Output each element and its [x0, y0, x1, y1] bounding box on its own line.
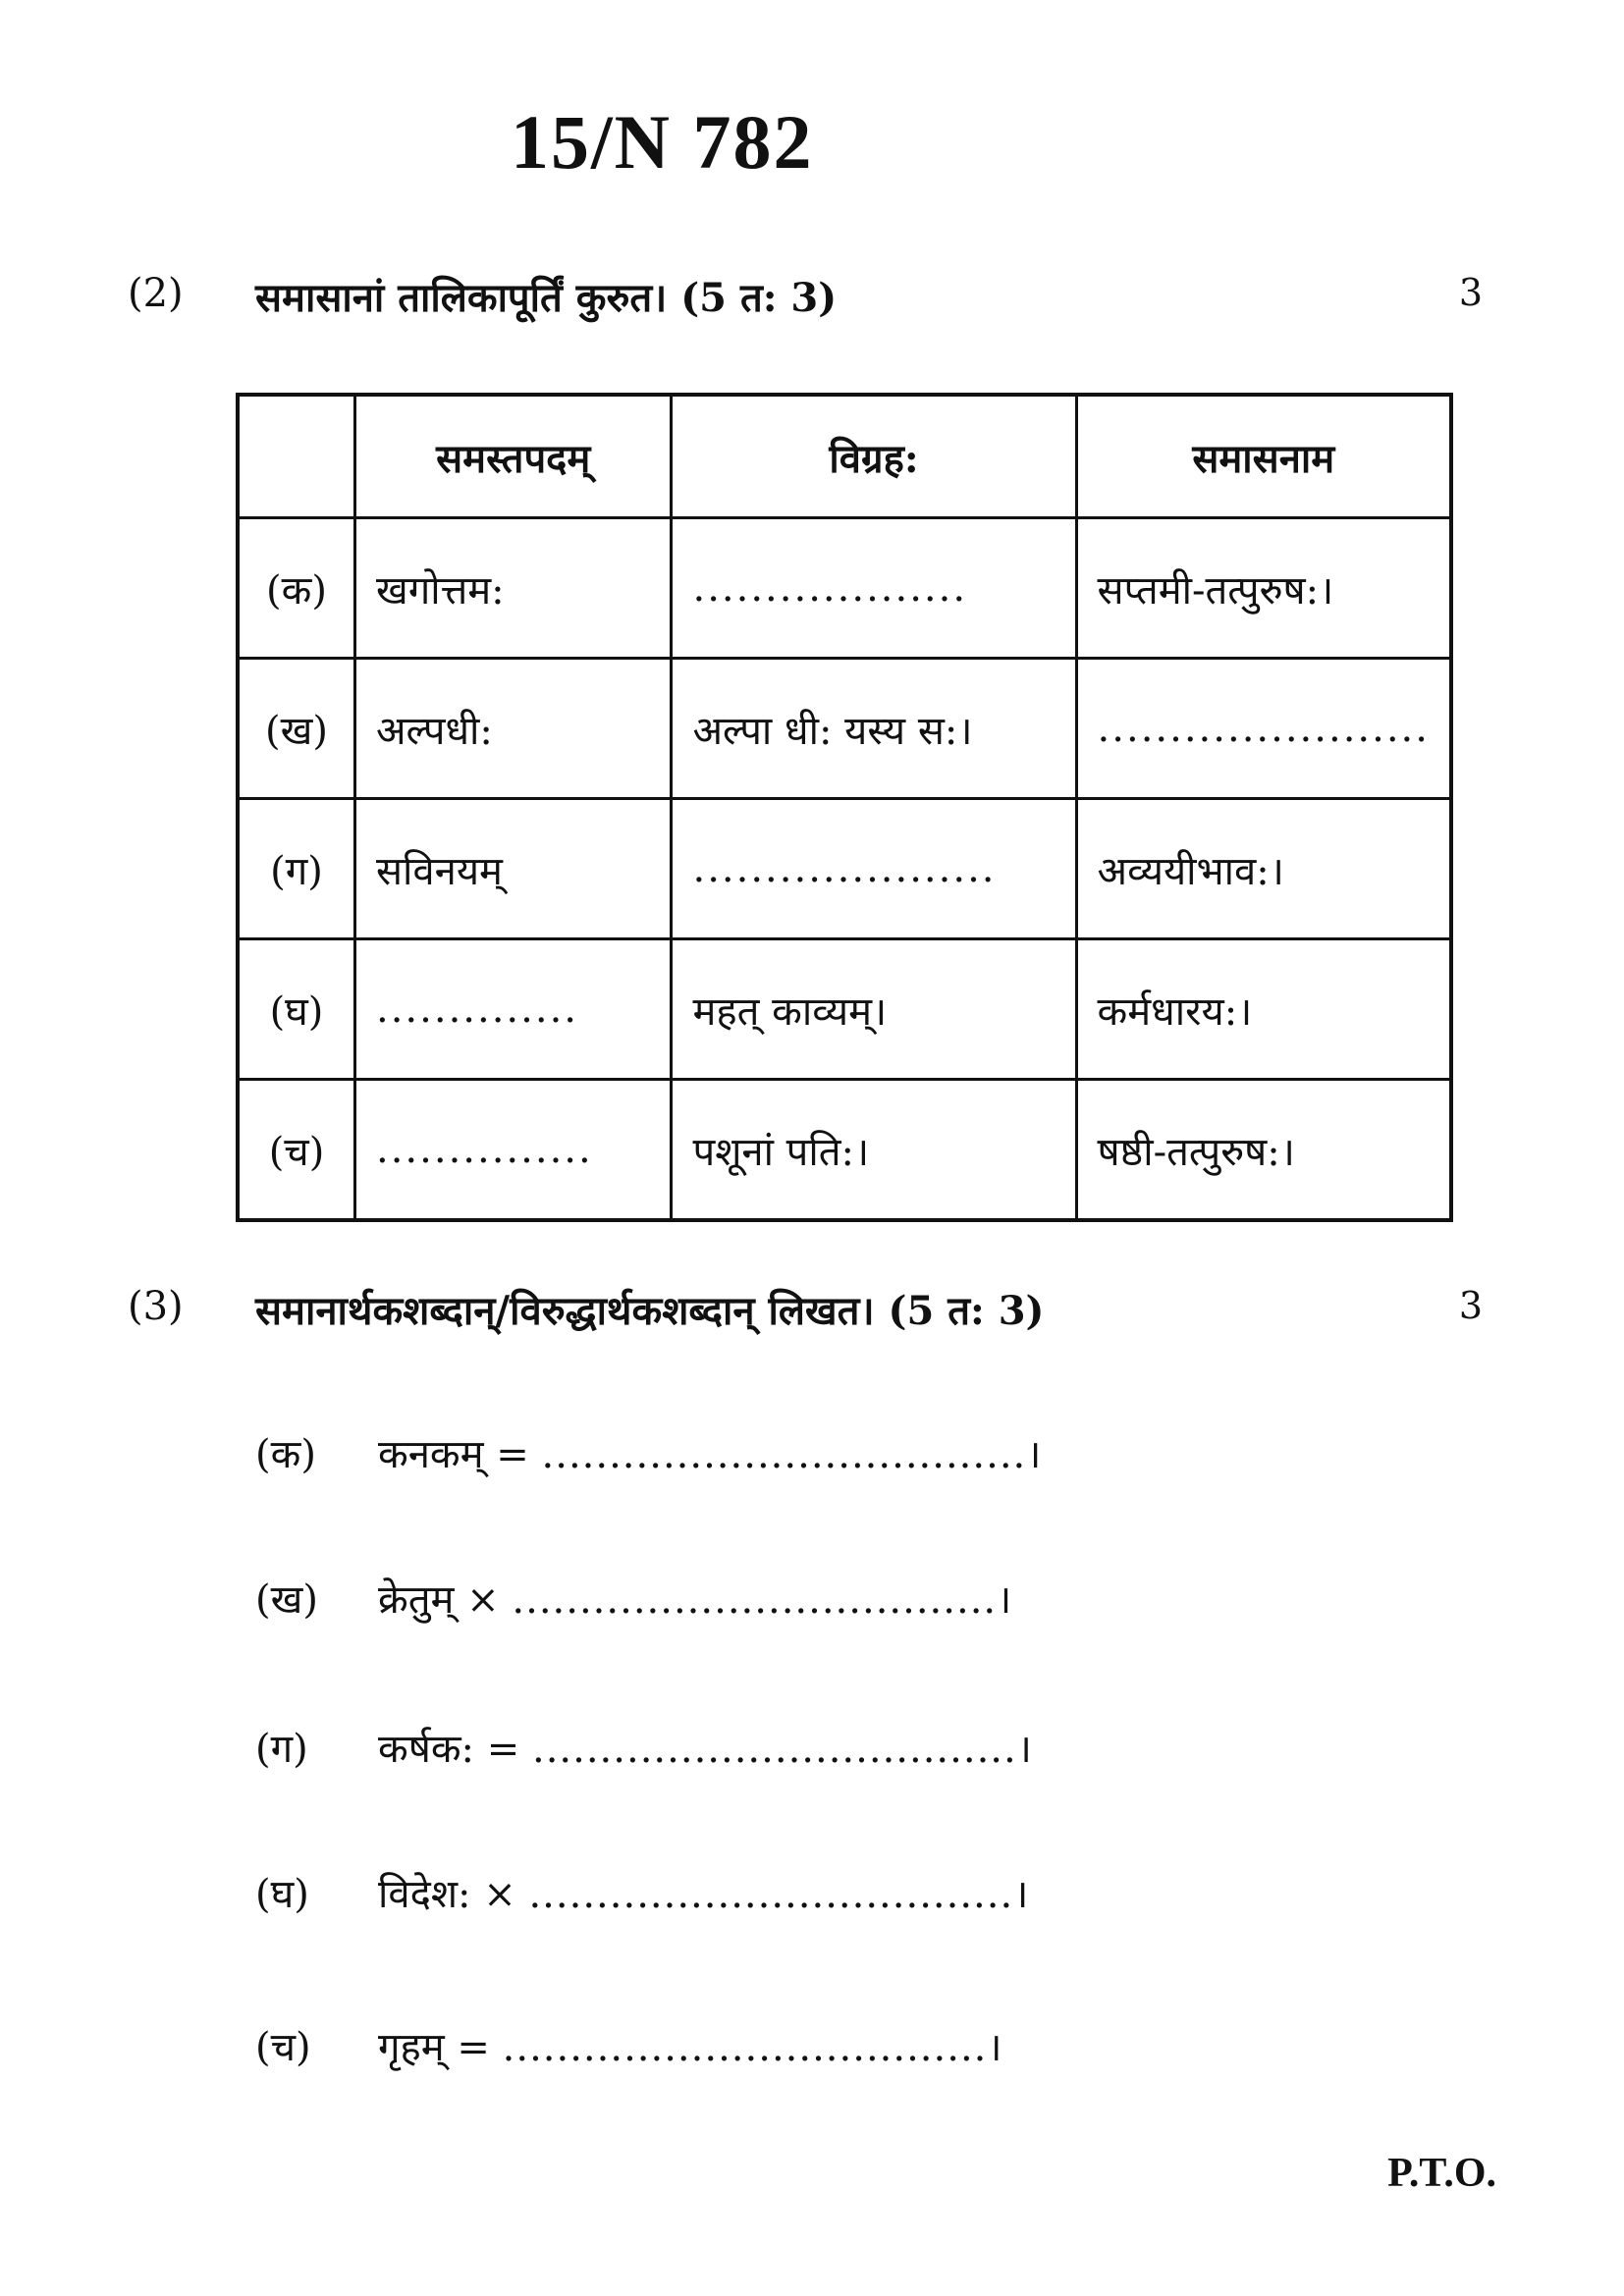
cell-samastapadam-blank: ............... [355, 1080, 672, 1221]
cell-samasnaam: षष्ठी-तत्पुरुष:। [1076, 1080, 1451, 1221]
cell-samastapadam-blank: .............. [355, 939, 672, 1080]
item-line [378, 1571, 1011, 1625]
table-row [238, 518, 1451, 659]
item-label: (घ) [255, 1872, 309, 1917]
answer-blank: .................................... [528, 1872, 1014, 1917]
answer-blank: .................................... [531, 1727, 1017, 1772]
answer-blank: .................................... [502, 2025, 988, 2070]
cell-vigraha: अल्पा धी: यस्य स:। [672, 659, 1076, 799]
item-word: क्रेतुम् × [378, 1577, 513, 1623]
item-label: (ख) [255, 1577, 318, 1623]
item-word: कर्षक: = [378, 1727, 532, 1772]
item-end: । [1016, 1727, 1032, 1772]
table-row [238, 799, 1451, 939]
item-word: विदेश: × [378, 1872, 529, 1917]
question-text: समानार्थकशब्दान्/विरुद्धार्थकशब्दान् लिखत। (5 त: 3) [255, 1288, 1045, 1334]
cell-vigraha: पशूनां पति:। [672, 1080, 1076, 1221]
table-row [238, 659, 1451, 799]
samas-table [236, 393, 1453, 1222]
question-number: (3) [128, 1284, 184, 1329]
item-end: । [997, 1577, 1012, 1623]
row-label: (ग) [238, 799, 355, 939]
cell-vigraha: महत् काव्यम्। [672, 939, 1076, 1080]
cell-samastapadam: खगोत्तम: [355, 518, 672, 659]
header-vigraha: विग्रह: [672, 395, 1076, 518]
question-number: (2) [128, 271, 184, 316]
question-3-header [128, 1276, 1483, 1345]
item-label: (च) [255, 2025, 311, 2070]
item-label: (ग) [255, 1727, 308, 1772]
row-label: (च) [238, 1080, 355, 1221]
item-end: । [1026, 1432, 1042, 1477]
table-row [238, 939, 1451, 1080]
row-label: (ख) [238, 659, 355, 799]
paper-code: 15/N 782 [511, 99, 814, 185]
item-line [378, 1720, 1032, 1774]
answer-blank: .................................... [512, 1577, 998, 1623]
cell-vigraha-blank: ................... [672, 518, 1076, 659]
question-text: समासानां तालिकापूर्तिं कुरुत। (5 त: 3) [255, 275, 838, 321]
cell-samasnaam: कर्मधारय:। [1076, 939, 1451, 1080]
item-end: । [1013, 1872, 1029, 1917]
pto-label: P.T.O. [1387, 2151, 1496, 2196]
cell-samasnaam: सप्तमी-तत्पुरुष:। [1076, 518, 1451, 659]
row-label: (घ) [238, 939, 355, 1080]
table-row [238, 1080, 1451, 1221]
question-marks: 3 [1458, 1284, 1483, 1327]
cell-samasnaam-blank: ....................... [1076, 659, 1451, 799]
cell-samasnaam: अव्ययीभाव:। [1076, 799, 1451, 939]
item-word: कनकम् = [378, 1432, 542, 1477]
item-word: गृहम् = [378, 2025, 503, 2070]
item-end: । [987, 2025, 1002, 2070]
header-samastapadam: समस्तपदम् [355, 395, 672, 518]
cell-samastapadam: सविनयम् [355, 799, 672, 939]
item-line [378, 1425, 1041, 1479]
header-blank [238, 395, 355, 518]
answer-blank: .................................... [541, 1432, 1027, 1477]
row-label: (क) [238, 518, 355, 659]
table-header-row [238, 395, 1451, 518]
cell-samastapadam: अल्पधी: [355, 659, 672, 799]
cell-vigraha-blank: ..................... [672, 799, 1076, 939]
item-line [378, 2018, 1002, 2072]
question-marks: 3 [1458, 271, 1483, 314]
item-label: (क) [255, 1432, 316, 1477]
question-2-header [128, 263, 1483, 332]
header-samasnaam: समासनाम [1076, 395, 1451, 518]
item-line [378, 1865, 1028, 1919]
